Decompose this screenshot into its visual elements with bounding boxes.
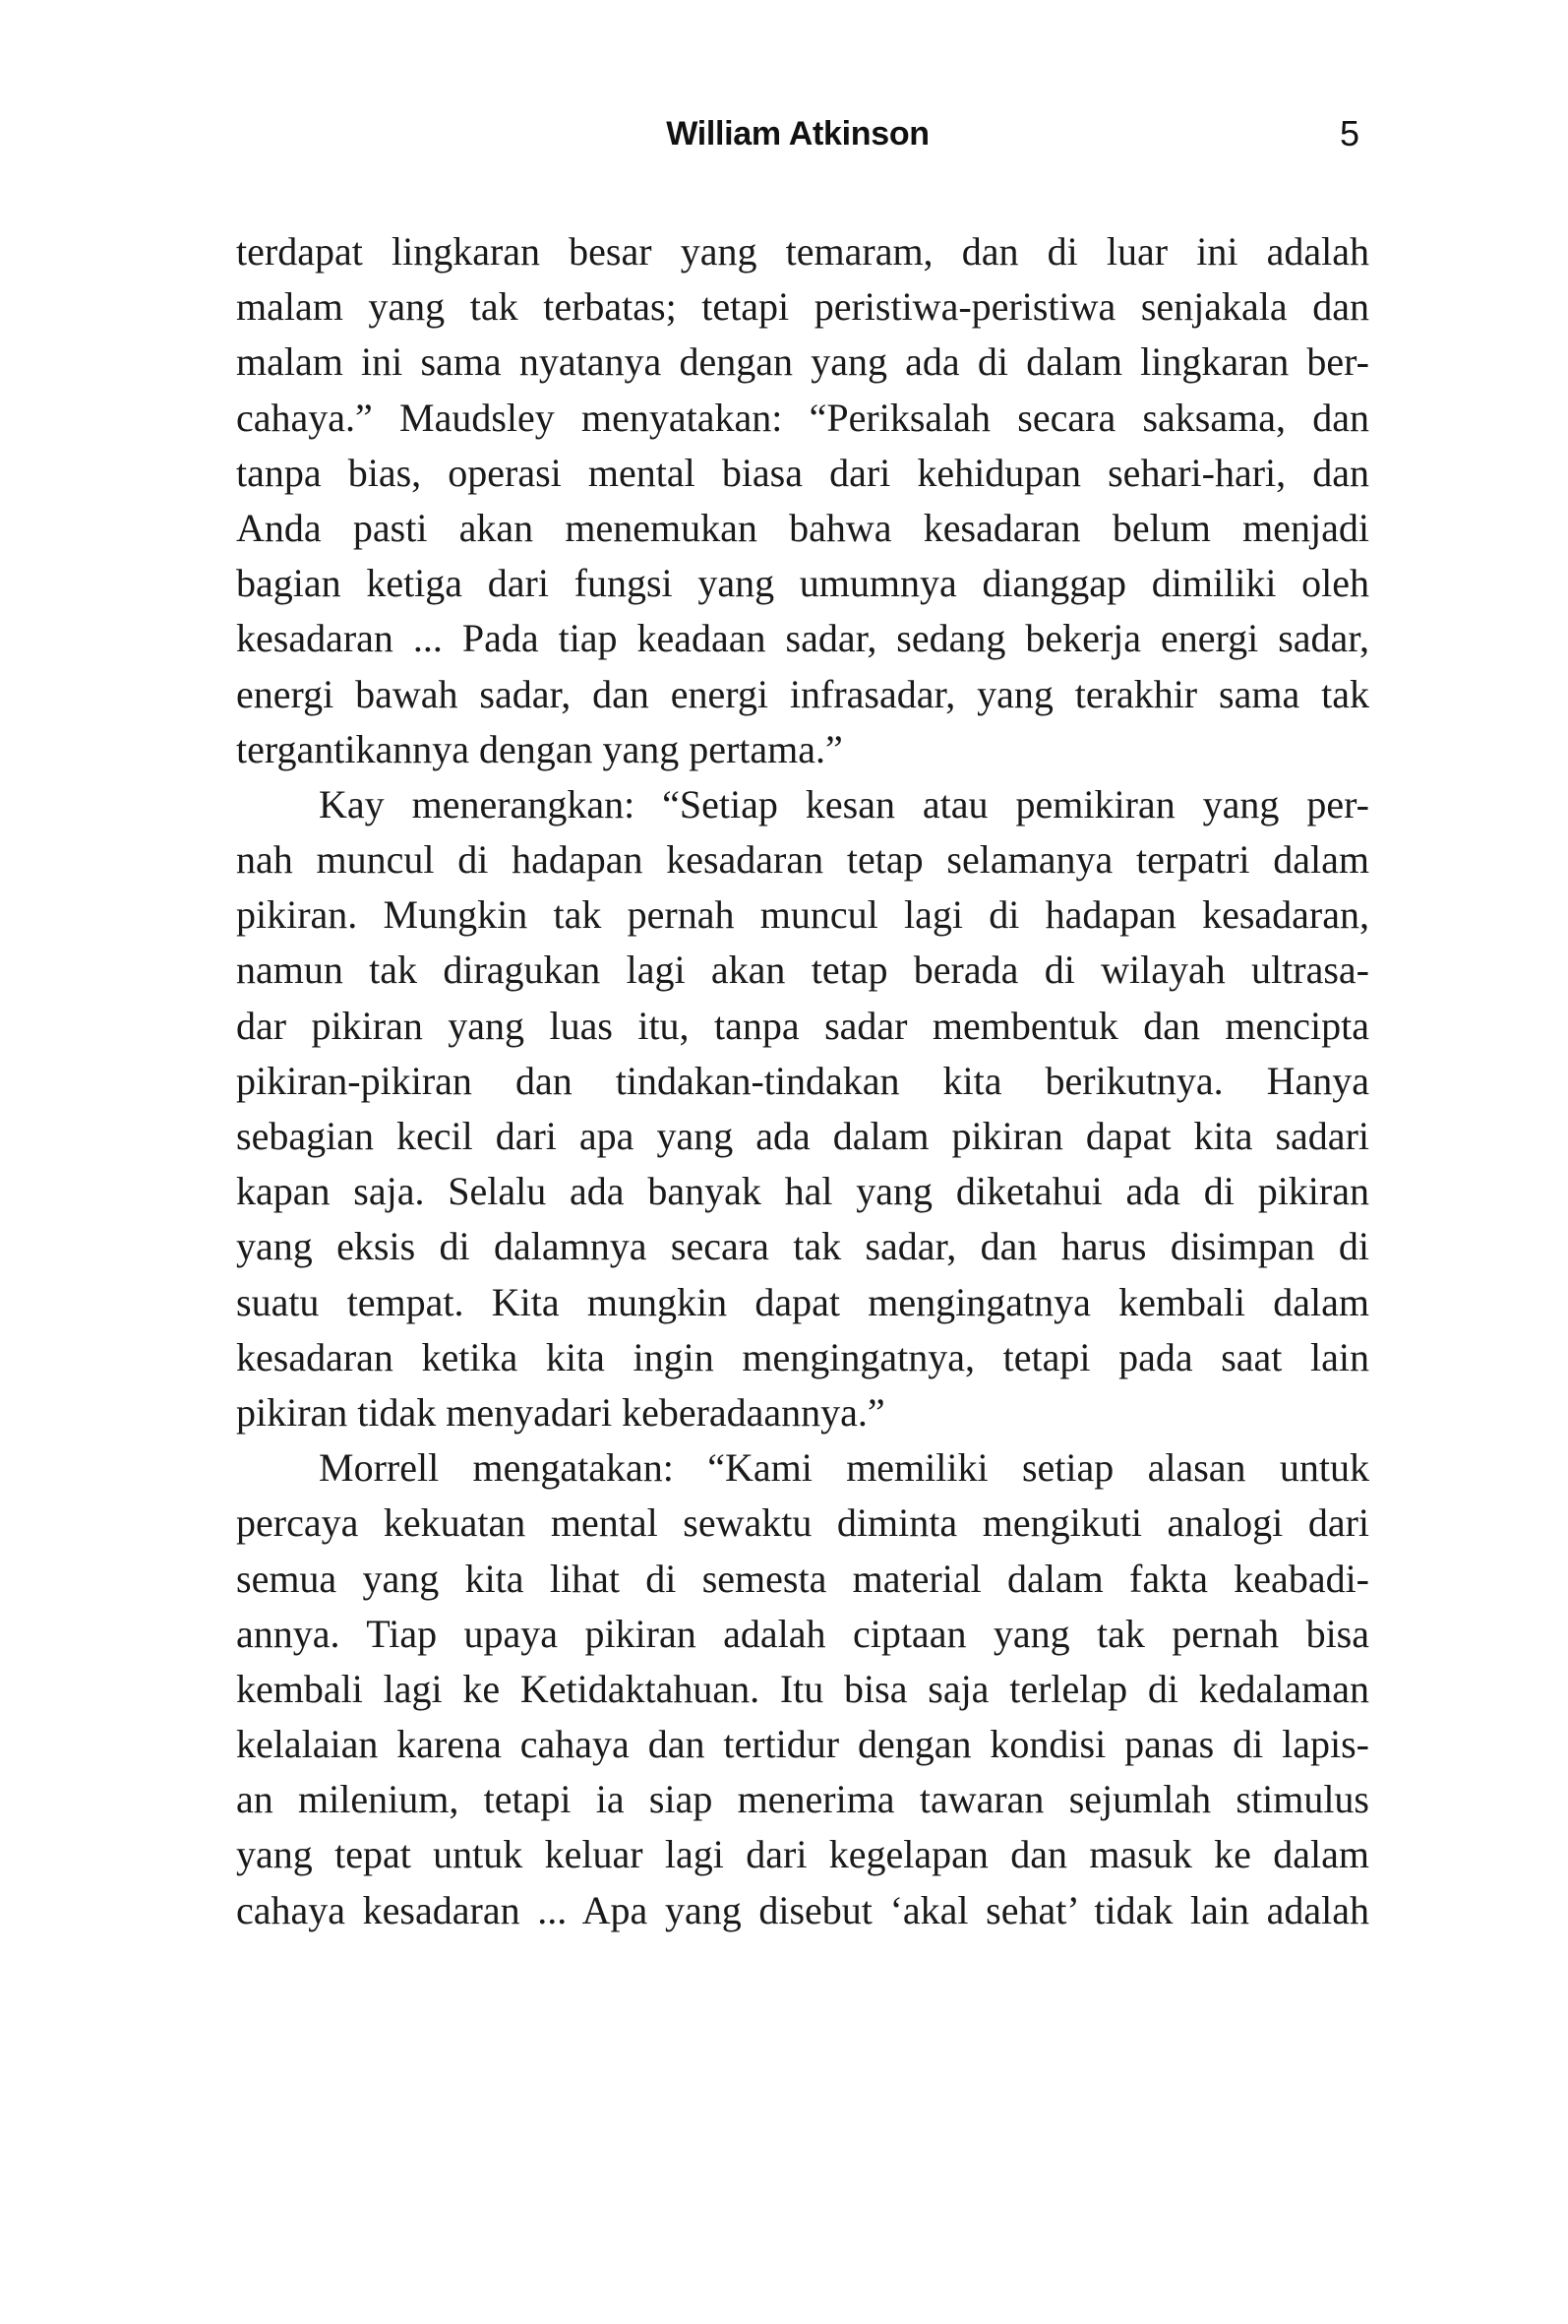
text-line: namun tak diragukan lagi akan tetap berada di wilayah ultrasa- [236,948,1369,993]
text-line: Anda pasti akan menemukan bahwa kesadaran belum menjadi [236,505,1369,550]
paragraph [236,224,1369,777]
text-line: nah muncul di hadapan kesadaran tetap selamanya terpatri dalam [236,837,1369,883]
text-line: Morrell mengatakan: “Kami memiliki setiap alasan untuk [319,1445,1369,1491]
text-line: bagian ketiga dari fungsi yang umumnya dianggap dimiliki oleh [236,561,1369,606]
text-line: semua yang kita lihat di semesta material dalam fakta keabadi- [236,1556,1369,1601]
paragraph [236,777,1369,1440]
page-number: 5 [1339,113,1359,153]
text-line: energi bawah sadar, dan energi infrasadar, yang terakhir sama tak [236,671,1369,716]
text-line: cahaya kesadaran ... Apa yang disebut ‘akal sehat’ tidak lain adalah [236,1887,1369,1932]
text-line: percaya kekuatan mental sewaktu diminta mengikuti analogi dari [236,1500,1369,1546]
running-header [236,110,1359,157]
text-line: kembali lagi ke Ketidaktahuan. Itu bisa saja terlelap di kedalaman [236,1666,1369,1711]
text-line: yang eksis di dalamnya secara tak sadar, dan harus disimpan di [236,1224,1369,1269]
text-line: Kay menerangkan: “Setiap kesan atau pemikiran yang per- [319,781,1369,826]
text-line: kelalaian karena cahaya dan tertidur dengan kondisi panas di lapis- [236,1722,1369,1767]
text-line: malam yang tak terbatas; tetapi peristiwa-peristiwa senjakala dan [236,284,1369,330]
text-line: pikiran tidak menyadari keberadaannya.” [236,1389,885,1435]
text-line: malam ini sama nyatanya dengan yang ada di dalam lingkaran ber- [236,339,1369,385]
text-line: cahaya.” Maudsley menyatakan: “Periksalah secara saksama, dan [236,395,1369,440]
running-title: William Atkinson [666,115,930,153]
text-line: pikiran-pikiran dan tindakan-tindakan kita berikutnya. Hanya [236,1058,1369,1103]
text-line: kesadaran ... Pada tiap keadaan sadar, sedang bekerja energi sadar, [236,616,1369,661]
text-line: pikiran. Mungkin tak pernah muncul lagi di hadapan kesadaran, [236,892,1369,938]
text-line: kesadaran ketika kita ingin mengingatnya, tetapi pada saat lain [236,1334,1369,1379]
text-line: annya. Tiap upaya pikiran adalah ciptaan yang tak pernah bisa [236,1611,1369,1656]
paragraph [236,1440,1369,1938]
text-line: yang tepat untuk keluar lagi dari kegelapan dan masuk ke dalam [236,1832,1369,1877]
text-line: suatu tempat. Kita mungkin dapat mengingatnya kembali dalam [236,1279,1369,1324]
text-line: an milenium, tetapi ia siap menerima tawaran sejumlah stimulus [236,1777,1369,1822]
body-text [236,224,1369,1938]
text-line: tergantikannya dengan yang pertama.” [236,726,843,771]
text-line: terdapat lingkaran besar yang temaram, dan di luar ini adalah [236,229,1369,274]
text-line: sebagian kecil dari apa yang ada dalam pikiran dapat kita sadari [236,1114,1369,1158]
text-line: dar pikiran yang luas itu, tanpa sadar membentuk dan mencipta [236,1003,1369,1048]
text-line: kapan saja. Selalu ada banyak hal yang diketahui ada di pikiran [236,1169,1369,1214]
text-line: tanpa bias, operasi mental biasa dari kehidupan sehari-hari, dan [236,450,1369,495]
